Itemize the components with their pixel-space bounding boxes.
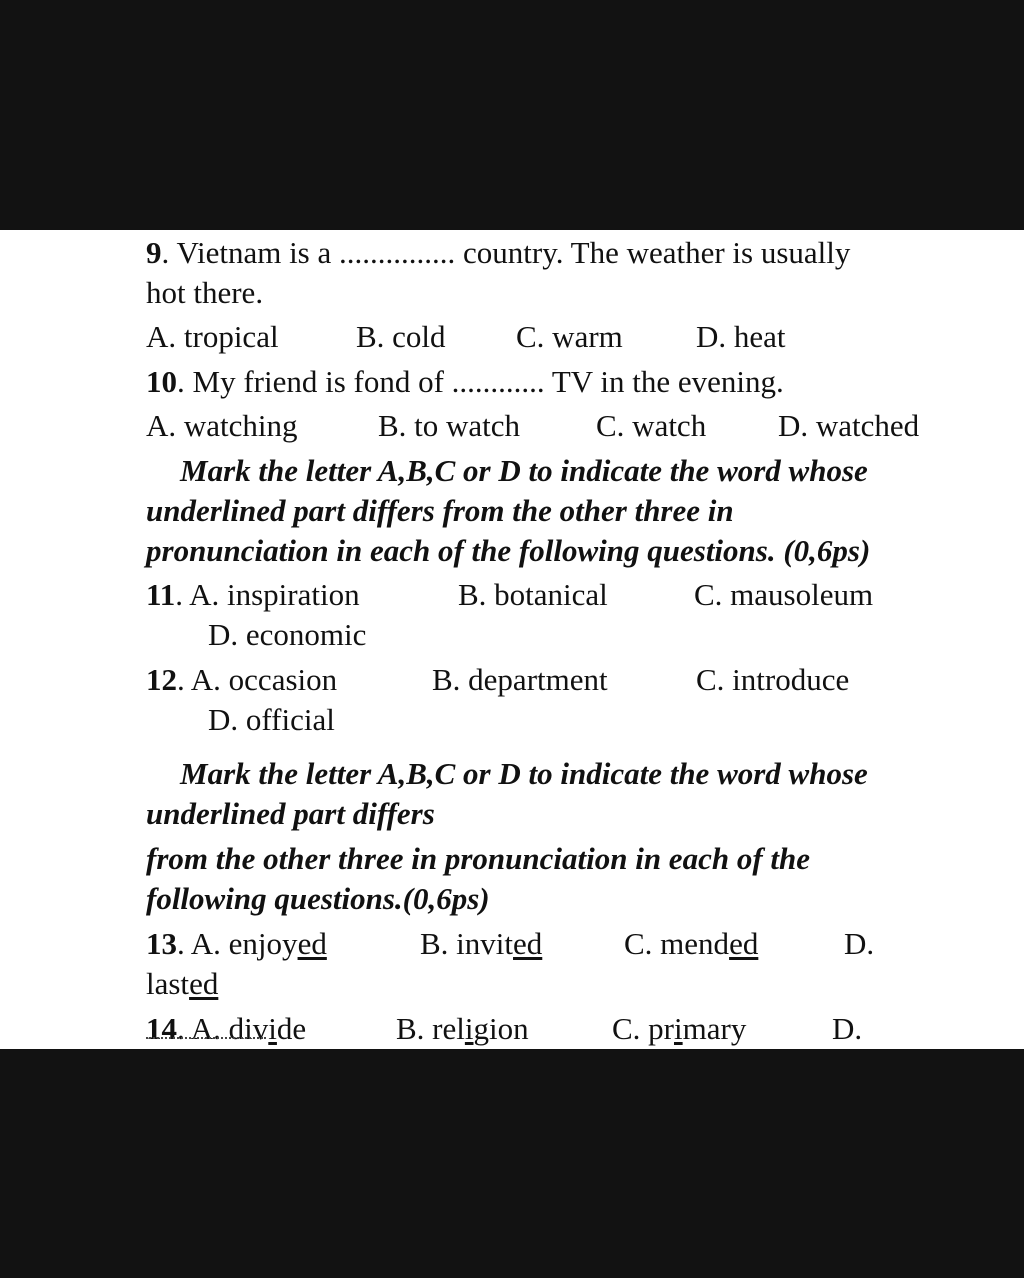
instruction-2-line-1: Mark the letter A,B,C or D to indicate the word whose [180, 756, 868, 791]
question-10-options [146, 406, 966, 446]
option-c: C. warm [516, 319, 623, 354]
option-a: A. tropical [146, 319, 279, 354]
question-11-options-2 [146, 615, 966, 655]
question-13-option-b [420, 924, 542, 964]
option-a-suffix: de [276, 1011, 307, 1046]
instruction-1-line-2: underlined part differs from the other three in [146, 493, 734, 528]
question-12-options-2 [146, 700, 966, 740]
instruction-1-line-1: Mark the letter A,B,C or D to indicate the word whose [180, 453, 868, 488]
option-b: B. department [432, 662, 608, 697]
question-10-number: 10 [146, 364, 177, 399]
question-14-options [146, 1009, 966, 1049]
option-b-suffix: gion [473, 1011, 529, 1046]
option-b-prefix: B. rel [396, 1011, 465, 1046]
question-10-text: . My friend is fond of ............ TV in the evening. [177, 364, 784, 399]
option-b-underlined: ed [513, 926, 543, 961]
question-12-options [146, 660, 966, 700]
question-14-option-c [612, 1009, 746, 1049]
option-d-underlined: ed [189, 966, 219, 1001]
option-c: C. mausoleum [694, 577, 874, 612]
option-a-prefix: . A. div [177, 1011, 269, 1046]
question-9-line-2 [146, 273, 966, 313]
question-12-option-a [146, 660, 337, 700]
option-d: D. watched [778, 408, 920, 443]
instruction-2-line-3: from the other three in pronunciation in each of the [146, 841, 811, 876]
option-b: B. cold [356, 319, 446, 354]
instruction-2-line-4: following questions.(0,6ps) [146, 881, 490, 916]
worksheet-content [146, 230, 966, 1049]
question-9-options [146, 317, 966, 357]
question-9-number: 9 [146, 235, 162, 270]
question-13-option-a [146, 924, 327, 964]
question-9-line [146, 233, 966, 273]
question-13-option-d [146, 964, 218, 1004]
instruction-1-line-3: pronunciation in each of the following questions. (0,6ps) [146, 533, 871, 568]
option-c: C. watch [596, 408, 707, 443]
option-a-underlined: ed [297, 926, 327, 961]
question-14-number: 14 [146, 1011, 177, 1046]
option-b: B. botanical [458, 577, 608, 612]
option-d-prefix: last [146, 966, 190, 1001]
option-b: B. to watch [378, 408, 521, 443]
option-b-underlined: i [464, 1011, 474, 1046]
option-c-suffix: mary [682, 1011, 747, 1046]
question-11-number: 11 [146, 577, 176, 612]
worksheet-page [0, 230, 1024, 1049]
option-a: A. watching [146, 408, 298, 443]
instruction-2-line-2: underlined part differs [146, 796, 435, 831]
question-13-number: 13 [146, 926, 177, 961]
option-a: . A. inspiration [175, 577, 360, 612]
option-d: D. official [208, 702, 335, 737]
question-13-options [146, 924, 966, 964]
question-10-line [146, 362, 966, 402]
question-9-text-2: hot there. [146, 275, 264, 310]
option-a-prefix: . A. enjoy [177, 926, 298, 961]
option-a-underlined: i [268, 1011, 277, 1046]
option-c-underlined: ed [729, 926, 759, 961]
question-11-options [146, 575, 966, 615]
question-9-text: . Vietnam is a ............... country. The weather is usually [161, 235, 851, 270]
option-c-prefix: C. mend [624, 926, 730, 961]
question-11-option-a [146, 575, 360, 615]
question-14-option-a [146, 1009, 306, 1049]
option-c: C. introduce [696, 662, 850, 697]
option-d-label: D. [844, 926, 875, 961]
option-c-prefix: C. pr [612, 1011, 674, 1046]
option-b-prefix: B. invit [420, 926, 514, 961]
option-d: D. heat [696, 319, 786, 354]
option-d: D. economic [208, 617, 367, 652]
question-12-number: 12 [146, 662, 177, 697]
question-13-options-2 [146, 964, 966, 1004]
cut-off-text-fragment [146, 1037, 266, 1043]
option-a: . A. occasion [177, 662, 338, 697]
option-c-underlined: i [674, 1011, 683, 1046]
option-d-label: D. [832, 1011, 863, 1046]
question-14-option-b [396, 1009, 529, 1049]
question-13-option-c [624, 924, 758, 964]
